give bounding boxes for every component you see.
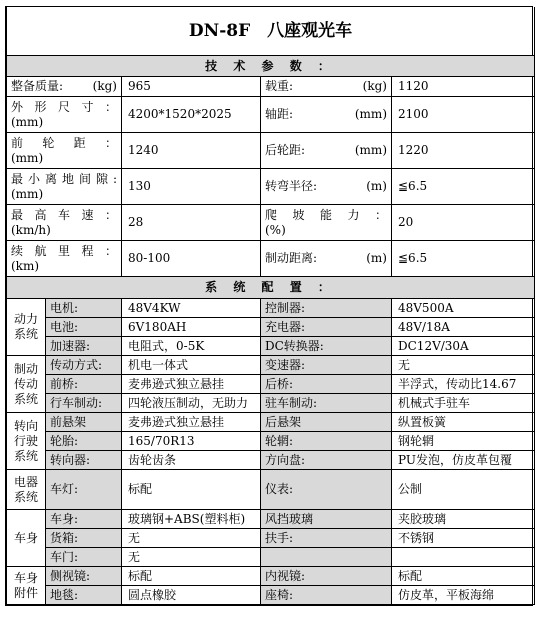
config-key (261, 548, 392, 567)
specs-heading: 技 术 参 数 ： (7, 56, 535, 77)
spec-unit: (mm) (354, 143, 387, 157)
spec-label-text: 续 航 里 程 ： (11, 243, 117, 258)
config-value: 电阻式，0-5K (122, 337, 261, 356)
config-value: 机电一体式 (122, 356, 261, 375)
spec-label (7, 77, 122, 97)
spec-value: 1220 (392, 133, 535, 169)
spec-unit: (m) (366, 251, 387, 265)
spec-label (261, 133, 392, 169)
spec-table (6, 7, 535, 605)
config-key: 侧视镜: (46, 567, 122, 586)
spec-label-text: 前 轮 距 ： (11, 135, 117, 150)
spec-value: 20 (392, 205, 535, 241)
spec-value: 1240 (122, 133, 261, 169)
config-value: 半浮式，传动比14.67 (392, 375, 535, 394)
config-value: 钢轮辋 (392, 432, 535, 451)
config-value (392, 548, 535, 567)
spec-value: 80-100 (122, 241, 261, 277)
spec-label (261, 169, 392, 205)
spec-unit: (kg) (362, 79, 387, 93)
spec-label-text: 后轮距: (265, 143, 306, 157)
config-key: 加速器: (46, 337, 122, 356)
config-value: 夹胶玻璃 (392, 510, 535, 529)
spec-label-text: 整备质量: (11, 79, 64, 93)
config-value: 四轮液压制动，无助力 (122, 394, 261, 413)
spec-value: 2100 (392, 97, 535, 133)
config-value: 标配 (122, 470, 261, 510)
spec-unit: (mm) (11, 114, 44, 129)
config-value: 麦弗逊式独立悬挂 (122, 413, 261, 432)
config-key: 车门: (46, 548, 122, 567)
spec-label-text: 外 形 尺 寸 ： (11, 99, 117, 114)
spec-label-text: 转弯半径: (265, 179, 318, 193)
config-key: 扶手: (261, 529, 392, 548)
config-value: 麦弗逊式独立悬挂 (122, 375, 261, 394)
config-value: 48V/18A (392, 318, 535, 337)
spec-unit: (mm) (11, 186, 44, 201)
config-key: 车身: (46, 510, 122, 529)
config-key: 仪表: (261, 470, 392, 510)
spec-unit: (km/h) (11, 222, 51, 237)
config-value: 纵置板簧 (392, 413, 535, 432)
spec-unit: (kg) (92, 79, 117, 93)
config-key: 地毯: (46, 586, 122, 605)
system-group-label: 电器系统 (7, 470, 46, 510)
config-key: 轮辋: (261, 432, 392, 451)
config-value: PU发泡，仿皮革包覆 (392, 451, 535, 470)
system-group-label: 车身附件 (7, 567, 46, 605)
config-key: 驻车制动: (261, 394, 392, 413)
spec-unit: (mm) (354, 107, 387, 121)
config-value: DC12V/30A (392, 337, 535, 356)
config-value: 无 (122, 529, 261, 548)
spec-label-text: 制动距离: (265, 251, 318, 265)
config-value: 齿轮齿条 (122, 451, 261, 470)
spec-unit: (km) (11, 258, 40, 273)
spec-value: 130 (122, 169, 261, 205)
spec-label-text: 最小离地间隙: (11, 171, 117, 186)
spec-unit: (m) (366, 179, 387, 193)
config-key: 风挡玻璃 (261, 510, 392, 529)
config-value: 无 (122, 548, 261, 567)
config-value: 圆点橡胶 (122, 586, 261, 605)
config-value: 机械式手驻车 (392, 394, 535, 413)
system-heading: 系 统 配 置 ： (7, 277, 535, 299)
spec-value: 965 (122, 77, 261, 97)
system-group-label: 动力系统 (7, 299, 46, 356)
spec-value: ≦6.5 (392, 241, 535, 277)
config-value: 48V500A (392, 299, 535, 318)
config-value: 无 (392, 356, 535, 375)
config-value: 165/70R13 (122, 432, 261, 451)
spec-label-text: 轴距: (265, 107, 294, 121)
spec-label (261, 205, 392, 241)
config-key: 后桥: (261, 375, 392, 394)
spec-label-text: 最 高 车 速 ： (11, 207, 117, 222)
config-key: DC转换器: (261, 337, 392, 356)
config-key: 前桥: (46, 375, 122, 394)
spec-sheet (5, 6, 533, 606)
system-group-label: 转向行驶系统 (7, 413, 46, 470)
spec-value: 4200*1520*2025 (122, 97, 261, 133)
config-value: 标配 (392, 567, 535, 586)
config-key: 电机: (46, 299, 122, 318)
spec-label (261, 77, 392, 97)
system-group-label: 制动传动系统 (7, 356, 46, 413)
config-key: 车灯: (46, 470, 122, 510)
spec-value: 28 (122, 205, 261, 241)
config-value: 6V180AH (122, 318, 261, 337)
config-key: 后悬架 (261, 413, 392, 432)
spec-label (7, 133, 122, 169)
spec-unit: (%) (265, 222, 286, 237)
config-value: 标配 (122, 567, 261, 586)
spec-label-text: 爬 坡 能 力 ： (265, 207, 387, 222)
config-key: 内视镜: (261, 567, 392, 586)
config-key: 方向盘: (261, 451, 392, 470)
system-group-label: 车身 (7, 510, 46, 567)
config-key: 货箱: (46, 529, 122, 548)
config-key: 座椅: (261, 586, 392, 605)
spec-value: ≦6.5 (392, 169, 535, 205)
config-key: 行车制动: (46, 394, 122, 413)
config-key: 轮胎: (46, 432, 122, 451)
config-value: 公制 (392, 470, 535, 510)
config-key: 前悬架 (46, 413, 122, 432)
config-value: 仿皮革，平板海绵 (392, 586, 535, 605)
config-value: 48V4KW (122, 299, 261, 318)
config-key: 传动方式: (46, 356, 122, 375)
config-value: 玻璃钢+ABS(塑料柜) (122, 510, 261, 529)
config-key: 变速器: (261, 356, 392, 375)
config-key: 转向器: (46, 451, 122, 470)
config-key: 控制器: (261, 299, 392, 318)
spec-value: 1120 (392, 77, 535, 97)
spec-label (7, 241, 122, 277)
spec-unit: (mm) (11, 150, 44, 165)
config-value: 不锈钢 (392, 529, 535, 548)
spec-label (261, 241, 392, 277)
config-key: 电池: (46, 318, 122, 337)
spec-label (261, 97, 392, 133)
page-title: DN-8F 八座观光车 (7, 7, 535, 56)
config-key: 充电器: (261, 318, 392, 337)
spec-label-text: 载重: (265, 79, 294, 93)
spec-label (7, 169, 122, 205)
spec-label (7, 97, 122, 133)
spec-label (7, 205, 122, 241)
